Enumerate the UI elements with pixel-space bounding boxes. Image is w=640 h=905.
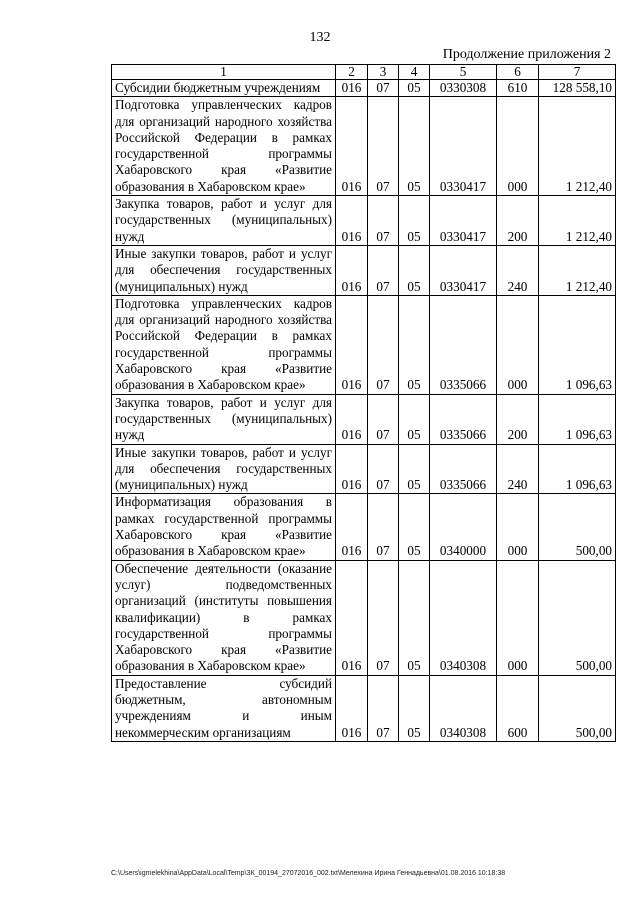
row-code-cell: 0340308 bbox=[430, 560, 497, 675]
row-name-cell: Предоставление субсидий бюджетным, автономным учреждениям и иным некоммерческим организациям bbox=[112, 675, 336, 741]
header-cell: 6 bbox=[497, 65, 539, 80]
row-code-cell: 016 bbox=[336, 394, 368, 444]
row-code-cell: 128 558,10 bbox=[539, 80, 616, 97]
row-name-cell: Субсидии бюджетным учреждениям bbox=[112, 80, 336, 97]
table-row bbox=[112, 560, 616, 675]
table-row bbox=[112, 80, 616, 97]
row-code-cell: 016 bbox=[336, 444, 368, 494]
row-code-cell: 600 bbox=[497, 675, 539, 741]
row-code-cell: 05 bbox=[399, 80, 430, 97]
row-code-cell: 016 bbox=[336, 560, 368, 675]
row-code-cell: 0335066 bbox=[430, 295, 497, 394]
table-row bbox=[112, 245, 616, 295]
row-code-cell: 000 bbox=[497, 494, 539, 560]
row-code-cell: 07 bbox=[368, 80, 399, 97]
row-code-cell: 0330417 bbox=[430, 245, 497, 295]
row-code-cell: 016 bbox=[336, 196, 368, 246]
row-code-cell: 1 096,63 bbox=[539, 394, 616, 444]
header-cell: 1 bbox=[112, 65, 336, 80]
row-code-cell: 05 bbox=[399, 675, 430, 741]
row-code-cell: 0330417 bbox=[430, 97, 497, 196]
row-code-cell: 07 bbox=[368, 560, 399, 675]
row-code-cell: 0330417 bbox=[430, 196, 497, 246]
table-row bbox=[112, 295, 616, 394]
row-code-cell: 07 bbox=[368, 196, 399, 246]
table-body bbox=[112, 65, 616, 742]
header-row bbox=[112, 65, 616, 80]
table-row bbox=[112, 675, 616, 741]
row-code-cell: 05 bbox=[399, 97, 430, 196]
row-code-cell: 016 bbox=[336, 97, 368, 196]
row-name-cell: Обеспечение деятельности (оказание услуг) подведомственных организаций (институты повышения квалификации) в рамках государственной программы Хабаровского края «Развитие образования в Хабаровском крае» bbox=[112, 560, 336, 675]
row-code-cell: 0330308 bbox=[430, 80, 497, 97]
row-code-cell: 000 bbox=[497, 97, 539, 196]
row-code-cell: 05 bbox=[399, 560, 430, 675]
header-cell: 2 bbox=[336, 65, 368, 80]
row-code-cell: 1 212,40 bbox=[539, 196, 616, 246]
row-code-cell: 016 bbox=[336, 245, 368, 295]
table-row bbox=[112, 394, 616, 444]
row-code-cell: 1 212,40 bbox=[539, 245, 616, 295]
budget-table bbox=[111, 64, 616, 742]
row-code-cell: 016 bbox=[336, 80, 368, 97]
table-row bbox=[112, 97, 616, 196]
row-code-cell: 05 bbox=[399, 196, 430, 246]
row-code-cell: 016 bbox=[336, 494, 368, 560]
row-name-cell: Закупка товаров, работ и услуг для государственных (муниципальных) нужд bbox=[112, 394, 336, 444]
row-code-cell: 240 bbox=[497, 245, 539, 295]
row-code-cell: 200 bbox=[497, 196, 539, 246]
row-code-cell: 1 096,63 bbox=[539, 295, 616, 394]
row-code-cell: 07 bbox=[368, 97, 399, 196]
header-cell: 3 bbox=[368, 65, 399, 80]
page-number: 132 bbox=[309, 30, 331, 45]
row-code-cell: 05 bbox=[399, 494, 430, 560]
row-code-cell: 240 bbox=[497, 444, 539, 494]
header-cell: 5 bbox=[430, 65, 497, 80]
row-name-cell: Закупка товаров, работ и услуг для государственных (муниципальных) нужд bbox=[112, 196, 336, 246]
row-code-cell: 500,00 bbox=[539, 560, 616, 675]
row-name-cell: Подготовка управленческих кадров для организаций народного хозяйства Российской Федерации в рамках государственной программы Хабаровского края «Развитие образования в Хабаровском крае» bbox=[112, 97, 336, 196]
row-code-cell: 200 bbox=[497, 394, 539, 444]
table-row bbox=[112, 444, 616, 494]
row-name-cell: Иные закупки товаров, работ и услуг для обеспечения государственных (муниципальных) нужд bbox=[112, 444, 336, 494]
row-code-cell: 07 bbox=[368, 494, 399, 560]
header-cell: 4 bbox=[399, 65, 430, 80]
row-code-cell: 1 212,40 bbox=[539, 97, 616, 196]
table-row bbox=[112, 196, 616, 246]
row-code-cell: 500,00 bbox=[539, 675, 616, 741]
row-code-cell: 000 bbox=[497, 560, 539, 675]
row-code-cell: 07 bbox=[368, 394, 399, 444]
header-cell: 7 bbox=[539, 65, 616, 80]
row-code-cell: 07 bbox=[368, 295, 399, 394]
row-code-cell: 1 096,63 bbox=[539, 444, 616, 494]
row-code-cell: 0340000 bbox=[430, 494, 497, 560]
file-path-footer: C:\Users\igmelekhina\AppData\Local\Temp\ЗК_00194_27072016_002.txt\Мелехина Ирина Геннадьевна\01.08.2016 10:18:38 bbox=[111, 870, 506, 877]
table-row bbox=[112, 494, 616, 560]
row-code-cell: 610 bbox=[497, 80, 539, 97]
row-code-cell: 05 bbox=[399, 444, 430, 494]
row-code-cell: 07 bbox=[368, 444, 399, 494]
row-code-cell: 0340308 bbox=[430, 675, 497, 741]
row-code-cell: 07 bbox=[368, 675, 399, 741]
row-code-cell: 000 bbox=[497, 295, 539, 394]
row-code-cell: 05 bbox=[399, 295, 430, 394]
row-code-cell: 07 bbox=[368, 245, 399, 295]
row-code-cell: 0335066 bbox=[430, 444, 497, 494]
row-code-cell: 05 bbox=[399, 394, 430, 444]
row-code-cell: 0335066 bbox=[430, 394, 497, 444]
appendix-caption: Продолжение приложения 2 bbox=[442, 47, 611, 62]
row-code-cell: 500,00 bbox=[539, 494, 616, 560]
row-name-cell: Подготовка управленческих кадров для организаций народного хозяйства Российской Федерации в рамках государственной программы Хабаровского края «Развитие образования в Хабаровском крае» bbox=[112, 295, 336, 394]
row-code-cell: 016 bbox=[336, 295, 368, 394]
row-code-cell: 05 bbox=[399, 245, 430, 295]
row-code-cell: 016 bbox=[336, 675, 368, 741]
row-name-cell: Информатизация образования в рамках государственной программы Хабаровского края «Развитие образования в Хабаровском крае» bbox=[112, 494, 336, 560]
row-name-cell: Иные закупки товаров, работ и услуг для обеспечения государственных (муниципальных) нужд bbox=[112, 245, 336, 295]
